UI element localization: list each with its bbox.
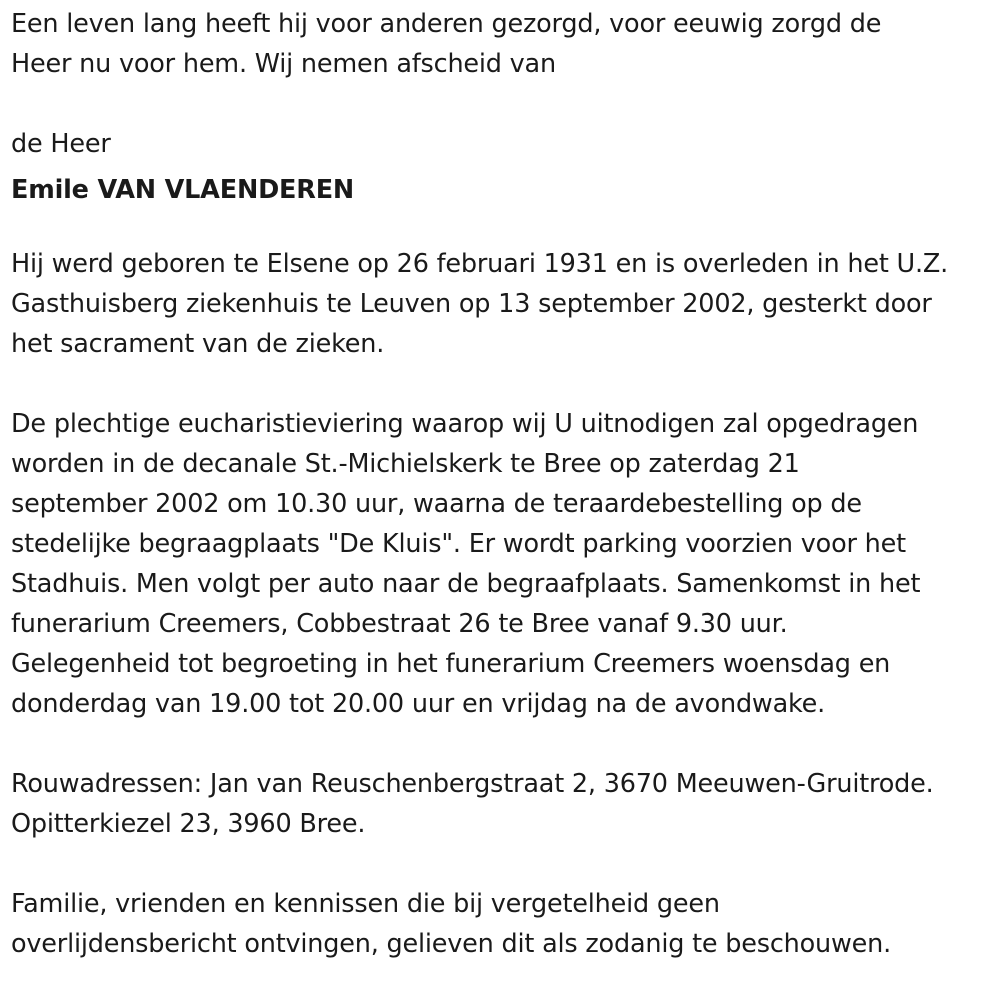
address-line: Rouwadressen: Jan van Reuschenbergstraat 2, 3670 Meeuwen-Gruitrode. xyxy=(11,769,934,799)
closing-line: overlijdensbericht ontvingen, gelieven dit als zodanig te beschouwen. xyxy=(11,929,892,959)
addresses-paragraph xyxy=(11,764,996,844)
ceremony-line: Stadhuis. Men volgt per auto naar de begraafplaats. Samenkomst in het xyxy=(11,569,921,599)
salutation: de Heer xyxy=(11,129,111,159)
ceremony-line: donderdag van 19.00 tot 20.00 uur en vrijdag na de avondwake. xyxy=(11,689,826,719)
closing-paragraph xyxy=(11,884,996,964)
ceremony-paragraph xyxy=(11,404,996,724)
birth-death-paragraph xyxy=(11,244,996,364)
ceremony-line: september 2002 om 10.30 uur, waarna de teraardebestelling op de xyxy=(11,489,862,519)
obituary-document xyxy=(11,4,996,964)
ceremony-line: worden in de decanale St.-Michielskerk te Bree op zaterdag 21 xyxy=(11,449,800,479)
intro-paragraph xyxy=(11,4,996,84)
intro-line: Een leven lang heeft hij voor anderen gezorgd, voor eeuwig zorgd de xyxy=(11,9,882,39)
ceremony-line: De plechtige eucharistieviering waarop wij U uitnodigen zal opgedragen xyxy=(11,409,919,439)
birth-death-line: Gasthuisberg ziekenhuis te Leuven op 13 september 2002, gesterkt door xyxy=(11,289,932,319)
address-line: Opitterkiezel 23, 3960 Bree. xyxy=(11,809,366,839)
intro-line: Heer nu voor hem. Wij nemen afscheid van xyxy=(11,49,556,79)
ceremony-line: stedelijke begraagplaats "De Kluis". Er wordt parking voorzien voor het xyxy=(11,529,906,559)
birth-death-line: het sacrament van de zieken. xyxy=(11,329,385,359)
birth-death-line: Hij werd geboren te Elsene op 26 februari 1931 en is overleden in het U.Z. xyxy=(11,249,949,279)
deceased-name: Emile VAN VLAENDEREN xyxy=(11,175,355,205)
ceremony-line: funerarium Creemers, Cobbestraat 26 te Bree vanaf 9.30 uur. xyxy=(11,609,788,639)
closing-line: Familie, vrienden en kennissen die bij vergetelheid geen xyxy=(11,889,720,919)
ceremony-line: Gelegenheid tot begroeting in het funerarium Creemers woensdag en xyxy=(11,649,891,679)
